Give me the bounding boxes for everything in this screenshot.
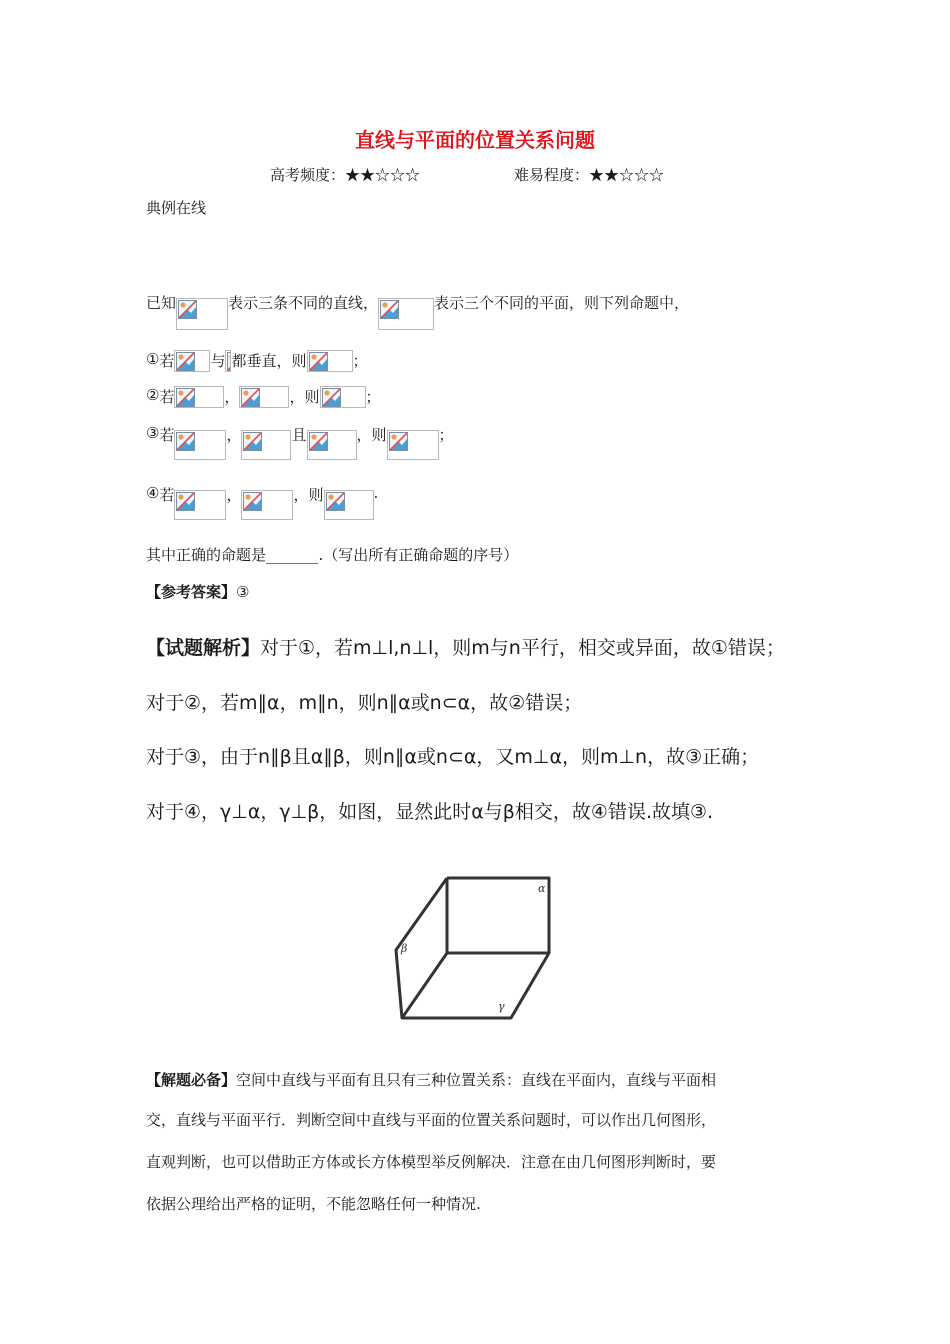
gamma-label: γ <box>498 1000 505 1013</box>
proposition-3 <box>146 424 454 460</box>
broken-image-icon <box>326 492 346 512</box>
broken-image-icon <box>227 352 231 372</box>
broken-image-icon <box>176 388 196 408</box>
question-ask <box>146 544 518 565</box>
analysis-line-1 <box>146 633 785 660</box>
broken-image-icon <box>176 492 196 512</box>
prop-text: 若 <box>159 388 175 406</box>
prop-text: 且 <box>291 426 307 444</box>
must-know-text: 空间中直线与平面有且只有三种位置关系：直线在平面内，直线与平面相 <box>236 1071 717 1089</box>
must-know-line-1 <box>146 1070 716 1090</box>
must-know-line-2: 交，直线与平面平行．判断空间中直线与平面的位置关系问题时，可以作出几何图形， <box>146 1111 717 1129</box>
analysis-text: 对于①，若m⊥l,n⊥l，则m与n平行，相交或异面，故①错误； <box>260 637 785 659</box>
formula-image-planes <box>378 298 434 330</box>
question-intro <box>146 292 689 330</box>
formula-image <box>239 386 289 408</box>
broken-image-icon <box>243 432 263 452</box>
prop-text: ，则 <box>289 388 320 406</box>
formula-image <box>307 430 357 460</box>
broken-image-icon <box>309 432 329 452</box>
answer-blank: _______ <box>266 546 319 564</box>
prop-number: ① <box>146 350 160 368</box>
difficulty-stars: ★★☆☆☆ <box>589 166 665 184</box>
prop-number: ② <box>146 386 160 404</box>
must-know-label: 【解题必备】 <box>146 1071 237 1089</box>
broken-image-icon <box>176 352 196 372</box>
broken-image-icon <box>380 300 400 320</box>
analysis-line-3: 对于③，由于n∥β且α∥β，则n∥α或n⊂α，又m⊥α，则m⊥n，故③正确； <box>146 746 760 768</box>
broken-image-icon <box>322 388 342 408</box>
three-planes-figure <box>390 868 560 1024</box>
prop-text: 都垂直，则 <box>231 352 307 370</box>
analysis-label: 【试题解析】 <box>146 637 261 659</box>
formula-image-lines <box>176 298 228 330</box>
broken-image-icon <box>243 492 263 512</box>
prop-text: 若 <box>159 426 175 444</box>
formula-image <box>174 490 226 520</box>
formula-image <box>324 490 374 520</box>
broken-image-icon <box>178 300 198 320</box>
prop-text: 若 <box>159 352 175 370</box>
formula-image <box>241 490 293 520</box>
prop-text: 与 <box>210 352 226 370</box>
frequency-label: 高考频度： <box>270 166 346 184</box>
alpha-label: α <box>538 882 546 895</box>
intro-suffix: 表示三个不同的平面，则下列命题中， <box>434 294 690 312</box>
figure-lines <box>396 878 549 1018</box>
answer-label: 【参考答案】 <box>146 583 237 601</box>
reference-answer <box>146 581 249 602</box>
prop-text: ，则 <box>293 486 324 504</box>
formula-image <box>174 350 210 372</box>
broken-image-icon <box>389 432 409 452</box>
page-title: 直线与平面的位置关系问题 <box>355 128 595 152</box>
formula-image <box>174 386 224 408</box>
prop-text: ； <box>365 388 381 406</box>
must-know-line-4: 依据公理给出严格的证明，不能忽略任何一种情况. <box>146 1195 481 1213</box>
analysis-line-2: 对于②，若m∥α，m∥n，则n∥α或n⊂α，故②错误； <box>146 692 583 714</box>
broken-image-icon <box>241 388 261 408</box>
ask-prefix: 其中正确的命题是 <box>146 546 267 564</box>
intro-prefix: 已知 <box>146 294 177 312</box>
prop-text: ； <box>438 426 454 444</box>
proposition-1 <box>146 350 368 372</box>
formula-image <box>387 430 439 460</box>
beta-label: β <box>401 942 408 955</box>
frequency <box>270 164 420 185</box>
proposition-4 <box>146 484 378 520</box>
prop-text: ， <box>226 486 242 504</box>
prop-number: ③ <box>146 424 160 442</box>
prop-text: ， <box>224 388 240 406</box>
must-know-line-3: 直观判断，也可以借助正方体或长方体模型举反例解决．注意在由几何图形判断时，要 <box>146 1153 717 1171</box>
prop-text: ； <box>352 352 368 370</box>
answer-value: ③ <box>236 583 250 601</box>
analysis-line-4: 对于④，γ⊥α，γ⊥β，如图，显然此时α与β相交，故④错误.故填③. <box>146 801 714 823</box>
prop-text: . <box>373 484 379 502</box>
section-heading: 典例在线 <box>146 199 207 217</box>
difficulty-label: 难易程度： <box>514 166 590 184</box>
formula-image <box>225 350 231 372</box>
frequency-stars: ★★☆☆☆ <box>345 166 421 184</box>
prop-number: ④ <box>146 484 160 502</box>
prop-text: 若 <box>159 486 175 504</box>
formula-image <box>241 430 291 460</box>
broken-image-icon <box>176 432 196 452</box>
intro-mid: 表示三条不同的直线， <box>228 294 379 312</box>
ask-suffix: .（写出所有正确命题的序号） <box>318 546 519 564</box>
proposition-2 <box>146 386 381 408</box>
formula-image <box>320 386 366 408</box>
prop-text: ， <box>226 426 242 444</box>
formula-image <box>174 430 226 460</box>
difficulty <box>514 164 664 185</box>
prop-text: ，则 <box>356 426 387 444</box>
broken-image-icon <box>309 352 329 372</box>
formula-image <box>307 350 353 372</box>
